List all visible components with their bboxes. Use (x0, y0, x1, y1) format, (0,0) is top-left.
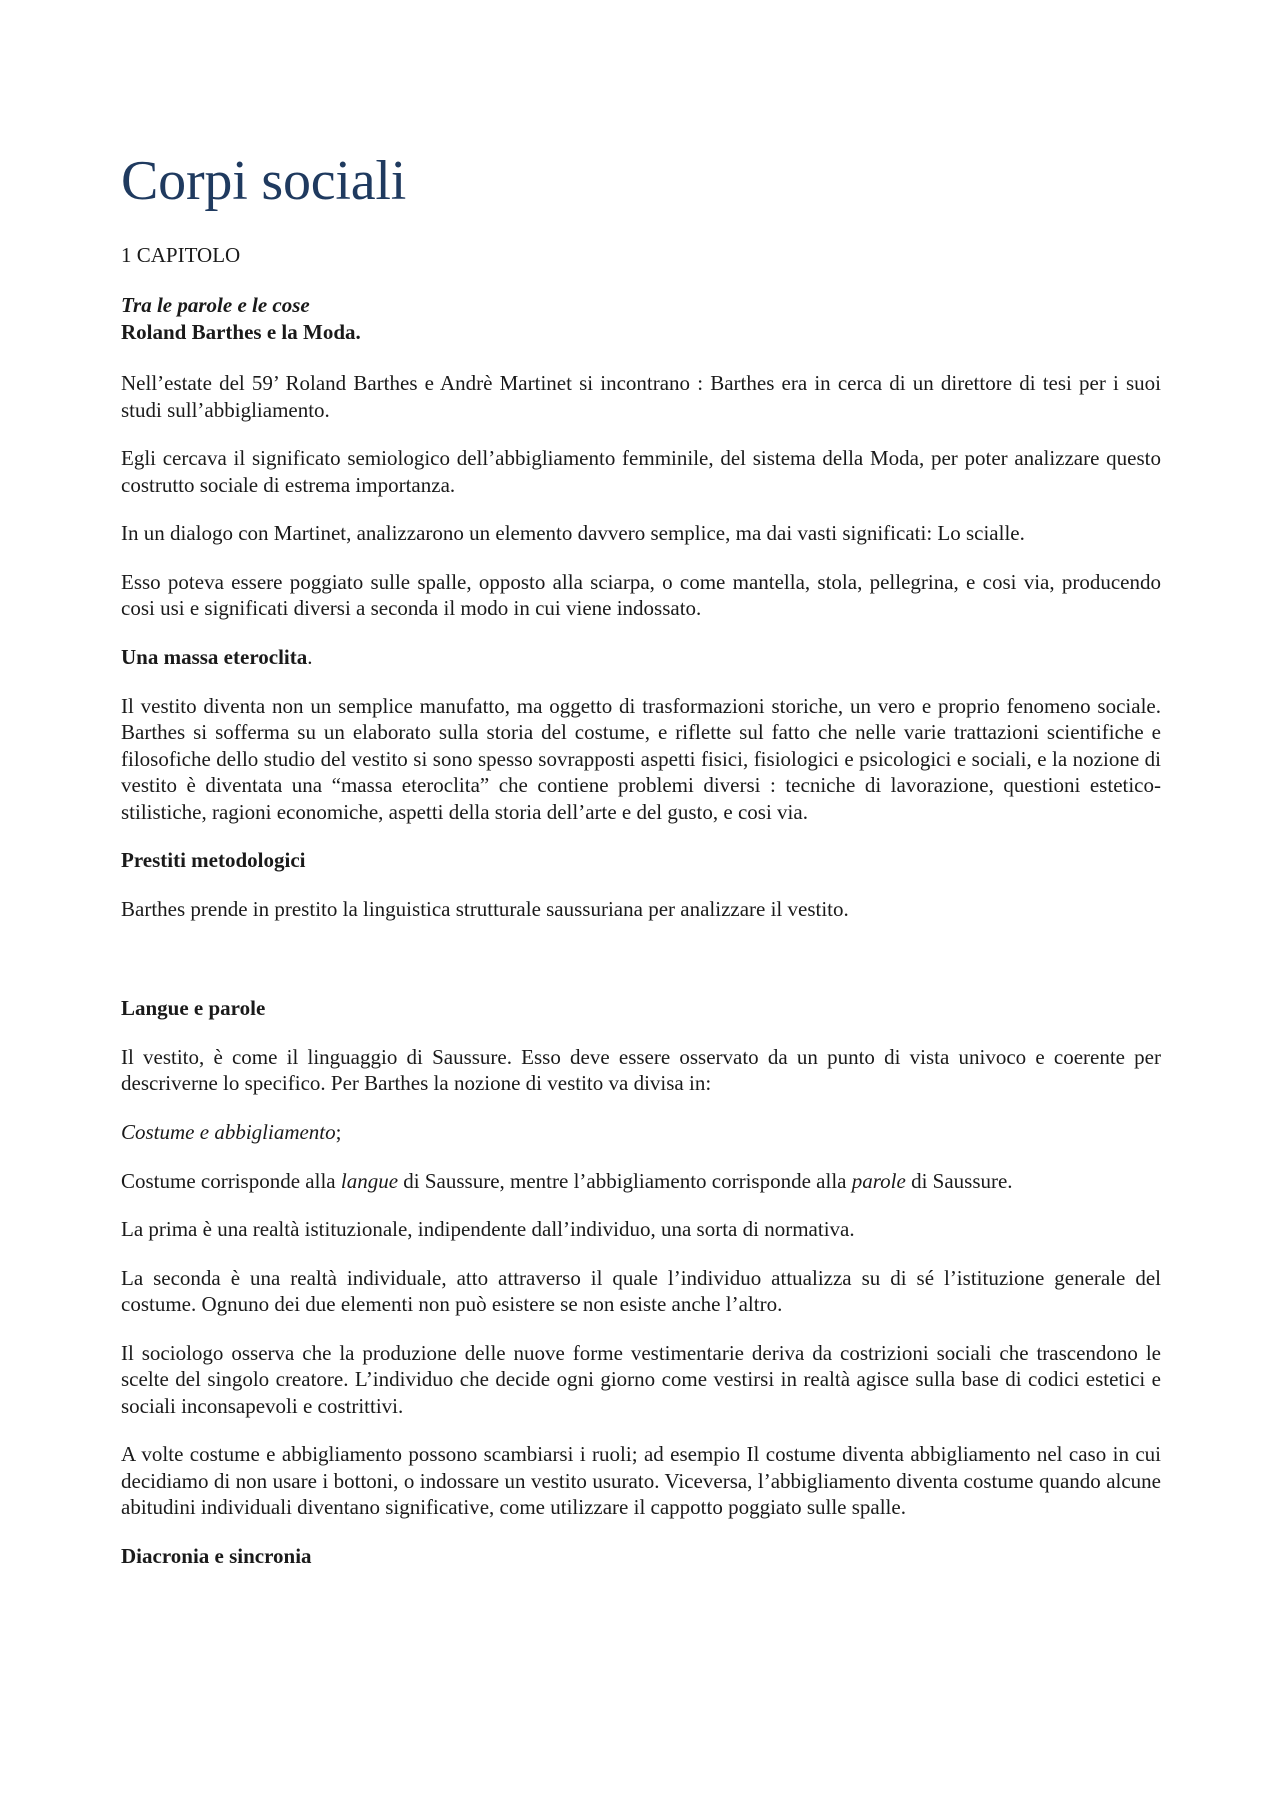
paragraph-langue-parole (121, 1168, 1161, 1195)
heading-massa-dot: . (307, 644, 313, 669)
p8-part-a: Costume corrisponde alla (121, 1168, 341, 1193)
paragraph-fenomeno-sociale: Il vestito diventa non un semplice manufatto, ma oggetto di trasformazioni storiche, un vero e proprio fenomeno sociale. Barthes si sofferma su un elaborato sulla storia del costume, e riflette sul fatto che nelle varie trattazioni scientifiche e filosofiche dello studio del vestito si sono spesso sovrapposti aspetti fisici, fisiologici e psicologici e sociali, e la nozione di vestito è diventata una “massa eteroclita” che contiene problemi diversi : tecniche di lavorazione, questioni estetico-stilistiche, ragioni economiche, aspetti della storia dell’arte e del gusto, e cosi via. (121, 693, 1161, 824)
paragraph-realta-istituzionale: La prima è una realtà istituzionale, indipendente dall’individuo, una sorta di normativa. (121, 1217, 855, 1241)
paragraph-saussure: Il vestito, è come il linguaggio di Saussure. Esso deve essere osservato da un punto di vista univoco e coerente per descriverne lo specifico. Per Barthes la nozione di vestito va divisa in: (121, 1044, 1161, 1095)
paragraph-scialle: Esso poteva essere poggiato sulle spalle, opposto alla sciarpa, o come mantella, stola, pellegrina, e cosi via, producendo cosi usi e significati diversi a seconda il modo in cui viene indossato. (121, 569, 1161, 620)
costume-suffix: ; (335, 1119, 342, 1144)
paragraph-sociologo: Il sociologo osserva che la produzione delle nuove forme vestimentarie deriva da costrizioni sociali che trascendono le scelte del singolo creatore. L’individuo che decide ogni giorno come vestirsi in realtà agisce sulla base di codici estetici e sociali inconsapevoli e costrittivi. (121, 1340, 1161, 1418)
paragraph-linguistica: Barthes prende in prestito la linguistica strutturale saussuriana per analizzare il vestito. (121, 897, 849, 921)
document-body (121, 146, 1161, 1592)
page-title: Corpi sociali (121, 150, 407, 212)
heading-massa-eteroclita (121, 644, 1161, 671)
heading-langue-parole: Langue e parole (121, 995, 266, 1020)
p8-part-c: di Saussure. (905, 1168, 1013, 1193)
paragraph-realta-individuale: La seconda è una realtà individuale, atto attraverso il quale l’individuo attualizza su di sé l’istituzione generale del costume. Ognuno dei due elementi non può esistere se non esiste anche l’altro. (121, 1265, 1161, 1316)
paragraph-semiology: Egli cercava il significato semiologico dell’abbigliamento femminile, del sistema della Moda, per poter analizzare questo costrutto sociale di estrema importanza. (121, 446, 1161, 497)
heading-massa-text: Una massa eteroclita (121, 644, 308, 669)
p8-parole: parole (851, 1168, 906, 1193)
section-subtitle: Roland Barthes e la Moda. (121, 320, 361, 344)
p8-langue: langue (340, 1168, 399, 1193)
chapter-label: 1 CAPITOLO (121, 243, 241, 267)
p8-part-b: di Saussure, mentre l’abbigliamento corrisponde alla (398, 1168, 852, 1193)
paragraph-intro: Nell’estate del 59’ Roland Barthes e Andrè Martinet si incontrano : Barthes era in cerca di un direttore di tesi per i suoi studi sull’abbigliamento. (121, 371, 1161, 422)
heading-diacronia: Diacronia e sincronia (121, 1543, 312, 1568)
section-subtitle-italic: Tra le parole e le cose (121, 293, 310, 317)
paragraph-scambio-ruoli: A volte costume e abbigliamento possono scambiarsi i ruoli; ad esempio Il costume diventa abbigliamento nel caso in cui decidiamo di non usare i bottoni, o indossare un vestito usurato. Viceversa, l’abbigliamento diventa costume quando alcune abitudini individuali diventano significative, come utilizzare il cappotto poggiato sulle spalle. (121, 1442, 1161, 1519)
heading-prestiti: Prestiti metodologici (121, 848, 306, 872)
costume-abbigliamento-italic: Costume e abbigliamento (121, 1119, 336, 1144)
costume-abbigliamento-line (121, 1119, 1161, 1146)
paragraph-dialogue: In un dialogo con Martinet, analizzarono un elemento davvero semplice, ma dai vasti significati: Lo scialle. (121, 521, 1025, 545)
blank-space (121, 945, 1161, 995)
